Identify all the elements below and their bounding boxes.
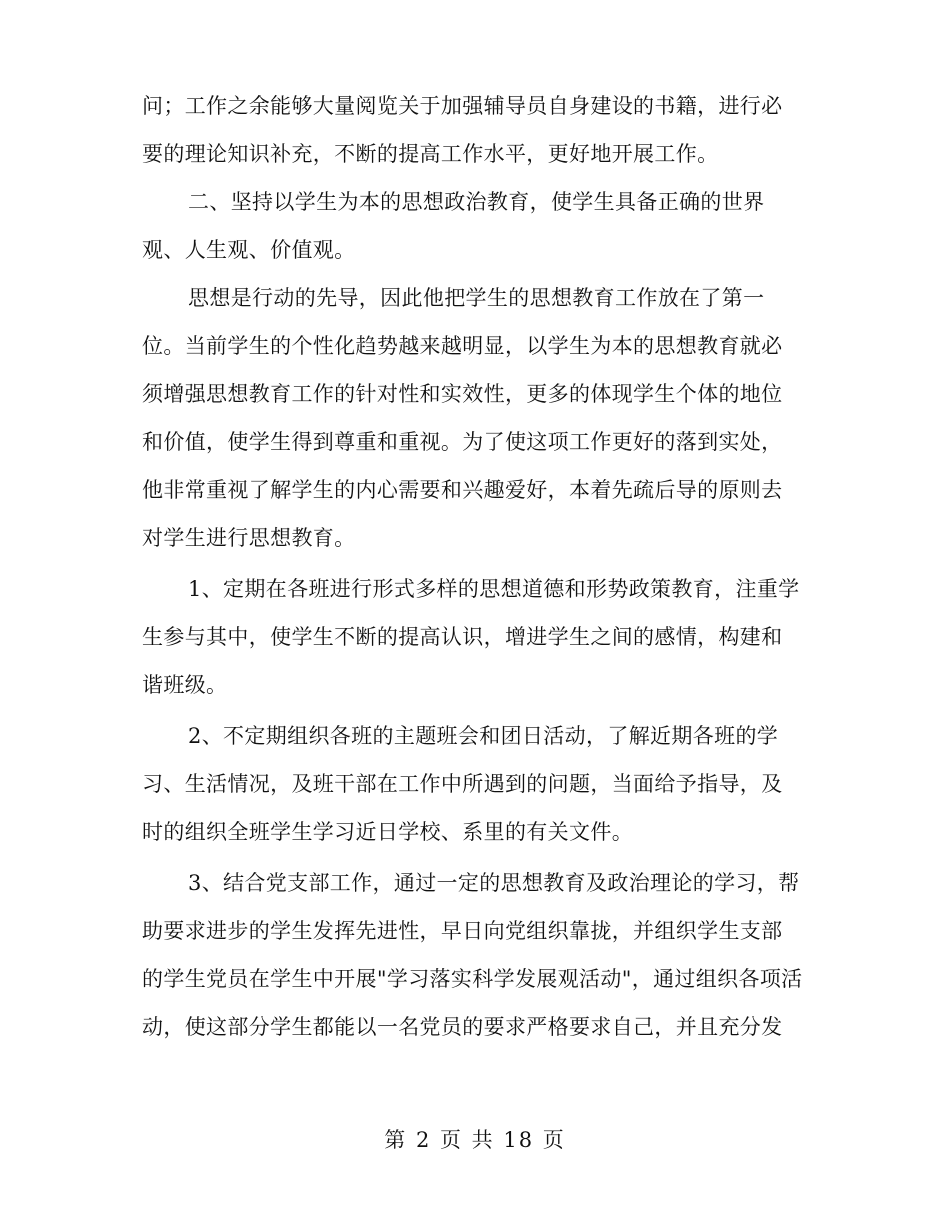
paragraph-line-2: 位。当前学生的个性化趋势越来越明显，以学生为本的思想教育就必 — [142, 334, 783, 358]
list-item-1-line-3: 谐班级。 — [142, 673, 228, 697]
list-item-1-line-1: 1、定期在各班进行形式多样的思想道德和形势政策教育，注重学 — [188, 577, 800, 601]
list-item-3-line-4: 动，使这部分学生都能以一名党员的要求严格要求自己，并且充分发 — [142, 1015, 783, 1039]
list-item-3-line-3: 的学生党员在学生中开展"学习落实科学发展观活动"，通过组织各项活 — [142, 967, 803, 991]
paragraph-line-6: 对学生进行思想教育。 — [142, 526, 356, 550]
document-body — [142, 82, 812, 1051]
section-heading-2-cont: 观、人生观、价值观。 — [142, 238, 356, 262]
section-heading-2: 二、坚持以学生为本的思想政治教育，使学生具备正确的世界 — [188, 190, 765, 214]
list-item-1-line-2: 生参与其中，使学生不断的提高认识，增进学生之间的感情，构建和 — [142, 625, 783, 649]
list-item-2-line-3: 时的组织全班学生学习近日学校、系里的有关文件。 — [142, 820, 634, 844]
paragraph-line-3: 须增强思想教育工作的针对性和实效性，更多的体现学生个体的地位 — [142, 382, 783, 406]
paragraph-line-5: 他非常重视了解学生的内心需要和兴趣爱好，本着先疏后导的原则去 — [142, 478, 783, 502]
text-line-1: 问；工作之余能够大量阅览关于加强辅导员自身建设的书籍，进行必 — [142, 94, 783, 118]
list-item-2-line-2: 习、生活情况，及班干部在工作中所遇到的问题，当面给予指导，及 — [142, 772, 783, 796]
list-item-3-line-2: 助要求进步的学生发挥先进性，早日向党组织靠拢，并组织学生支部 — [142, 919, 783, 943]
text-line-2: 要的理论知识补充，不断的提高工作水平，更好地开展工作。 — [142, 142, 719, 166]
list-item-3-line-1: 3、结合党支部工作，通过一定的思想教育及政治理论的学习，帮 — [188, 871, 800, 895]
paragraph-line-4: 和价值，使学生得到尊重和重视。为了使这项工作更好的落到实处， — [142, 430, 783, 454]
page-number-footer: 第 2 页 共 18 页 — [384, 1128, 566, 1152]
paragraph-line-1: 思想是行动的先导，因此他把学生的思想教育工作放在了第一 — [188, 286, 765, 310]
list-item-2-line-1: 2、不定期组织各班的主题班会和团日活动，了解近期各班的学 — [188, 724, 779, 748]
